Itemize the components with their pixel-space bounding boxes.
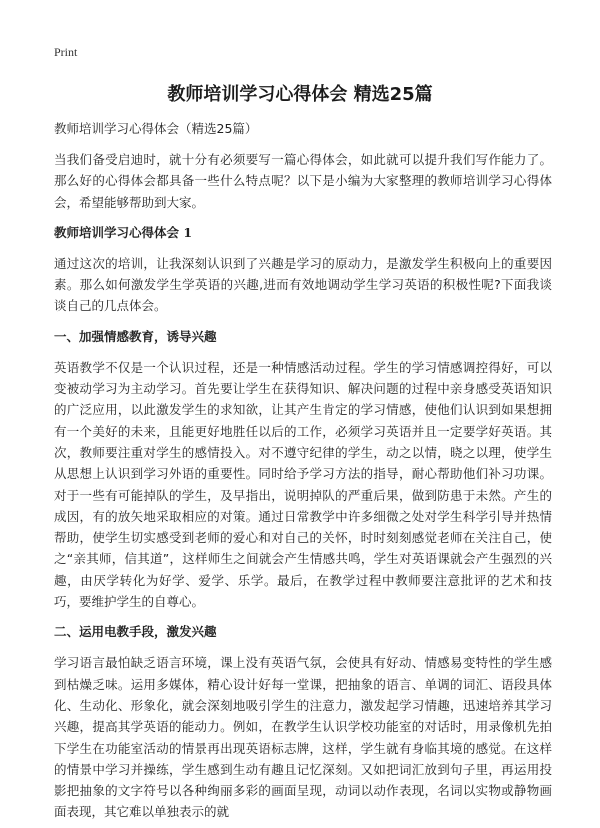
section-1-paragraph: 英语教学不仅是一个认识过程，还是一种情感活动过程。学生的学习情感调控得好，可以变被动学习为主动学习。首先要让学生在获得知识、解决问题的过程中亲身感受英语知识的广泛应用，以此激发学生的求知欲，让其产生肯定的学习情感，使他们认识到如果想拥有一个美好的未来，且能更好地胜任以后的工作，必须学习英语并且一定要学好英语。其次，教师要注重对学生的感情投入。对不遵守纪律的学生，动之以情，晓之以理，使学生从思想上认识到学习外语的重要性。同时给予学习方法的指导，耐心帮助他们补习功课。对于一些有可能掉队的学生，及早指出，说明掉队的严重后果，做到防患于未然。产生的成因，有的放矢地采取相应的对策。通过日常教学中许多细微之处对学生科学引导并热情帮助，使学生切实感受到老师的爱心和对自己的关怀，时时刻刻感觉老师在关注自己，使之“亲其师，信其道”，这样师生之间就会产生情感共鸣，学生对英语课就会产生强烈的兴趣，由厌学转化为好学、爱学、乐学。最后，在教学过程中教师要注意批评的艺术和技巧，要维护学生的自尊心。 [54, 359, 552, 610]
document-subtitle: 教师培训学习心得体会（精选25篇） [54, 121, 258, 136]
section-2-heading: 二、运用电教手段，激发兴趣 [54, 624, 217, 640]
section-2-paragraph: 学习语言最怕缺乏语言环境，课上没有英语气氛，会使具有好动、情感易变特性的学生感到枯燥乏味。运用多媒体，精心设计好每一堂课，把抽象的语言、单调的词汇、语段具体化、生动化、形象化，就会深刻地吸引学生的注意力，激发起学习情趣，迅速培养其学习兴趣，提高其学英语的能动力。例如，在教学生认识学校功能室的对话时，用录像机先拍下学生在功能室活动的情景再出现英语标志牌，这样，学生就有身临其境的感觉。在这样的情景中学习并操练，学生感到生动有趣且记忆深刻。又如把词汇放到句子里，再运用投影把抽象的文字符号以各种绚丽多彩的画面呈现，动词以动作表现，名词以实物或静物画面表现，其它难以单独表示的就 [54, 655, 552, 820]
article-heading: 教师培训学习心得体会 1 [54, 224, 193, 240]
document-title: 教师培训学习心得体会 精选25篇 [167, 84, 433, 105]
print-link[interactable]: Print [54, 45, 78, 59]
article-intro-paragraph: 通过这次的培训，让我深刻认识到了兴趣是学习的原动力，是激发学生积极向上的重要因素。那么如何激发学生学英语的兴趣,进而有效地调动学生学习英语的积极性呢?下面我谈谈自己的几点体会。 [54, 255, 552, 314]
document-body [54, 118, 552, 828]
section-1-heading: 一、加强情感教育，诱导兴趣 [54, 328, 217, 344]
intro-paragraph: 当我们备受启迪时，就十分有必须要写一篇心得体会，如此就可以提升我们写作能力了。那么好的心得体会都具备一些什么特点呢？以下是小编为大家整理的教师培训学习心得体会，希望能够帮助到大家。 [54, 152, 552, 210]
